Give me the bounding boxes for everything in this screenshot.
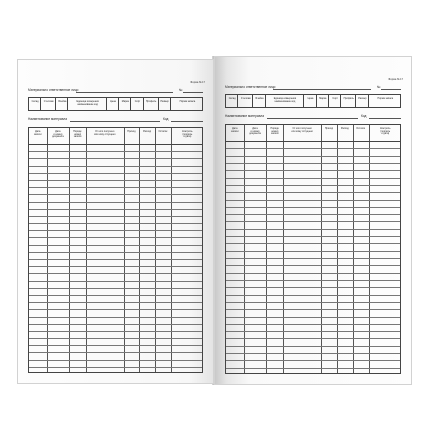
- table-row[interactable]: [226, 324, 400, 325]
- journal-header-separator: [226, 141, 400, 142]
- table-row[interactable]: [29, 245, 202, 246]
- responsible-person-line[interactable]: [273, 89, 371, 90]
- table-row[interactable]: [29, 209, 202, 210]
- header-cell-label: Ячейка: [255, 97, 264, 100]
- code-label: Код: [163, 117, 169, 121]
- header-cell-label: Норма запаса: [179, 100, 196, 103]
- table-row[interactable]: [29, 367, 202, 368]
- code-label: Код: [361, 114, 367, 118]
- header-cell-label: Цена: [110, 100, 116, 103]
- form-number: Форма М-17: [190, 81, 205, 84]
- journal-column-header: Остаток: [356, 127, 366, 130]
- item-header-table: [225, 94, 401, 108]
- item-header-table: [28, 97, 203, 111]
- table-row[interactable]: [226, 353, 400, 354]
- code-line[interactable]: [369, 118, 401, 119]
- journal-column-header: Расход: [143, 130, 152, 133]
- table-row[interactable]: [29, 360, 202, 361]
- table-row[interactable]: [226, 258, 400, 259]
- table-row[interactable]: [226, 346, 400, 347]
- material-name-label: Наименование материала: [225, 114, 265, 118]
- table-row[interactable]: [226, 302, 400, 303]
- header-cell-label: Марка: [319, 97, 327, 100]
- table-row[interactable]: [226, 148, 400, 149]
- table-row[interactable]: [29, 180, 202, 181]
- journal-header-separator: [29, 144, 202, 145]
- table-row[interactable]: [226, 317, 400, 318]
- header-cell-label: Единица измерения наименование код: [76, 100, 99, 106]
- form-number: Форма М-17: [388, 78, 403, 81]
- table-row[interactable]: [29, 324, 202, 325]
- journal-column-header: Дата записи: [231, 127, 239, 133]
- header-cell-label: Сорт: [134, 100, 141, 103]
- number-mark: №: [377, 85, 381, 89]
- table-row[interactable]: [226, 287, 400, 288]
- table-row[interactable]: [29, 345, 202, 346]
- table-row[interactable]: [226, 178, 400, 179]
- code-line[interactable]: [171, 121, 203, 122]
- table-row[interactable]: [226, 368, 400, 369]
- table-row[interactable]: [226, 309, 400, 310]
- header-cell-label: Размер: [358, 97, 367, 100]
- table-row[interactable]: [29, 273, 202, 274]
- journal-column-header: Приход: [324, 127, 334, 130]
- header-cell-label: Стеллаж: [240, 97, 251, 100]
- table-row[interactable]: [29, 166, 202, 167]
- table-row[interactable]: [226, 170, 400, 171]
- responsible-person-label: Материально ответственное лицо: [225, 85, 276, 89]
- journal-column-header: Расход: [340, 127, 349, 130]
- table-row[interactable]: [226, 221, 400, 222]
- material-name-line[interactable]: [70, 121, 160, 122]
- header-cell-label: Марка: [121, 100, 129, 103]
- table-row[interactable]: [29, 302, 202, 303]
- table-row[interactable]: [226, 265, 400, 266]
- journal-column-header: Приход: [127, 130, 136, 133]
- header-cell-label: Склад: [31, 100, 39, 103]
- card-number-line[interactable]: [183, 92, 203, 93]
- left-page: [17, 59, 214, 384]
- table-row[interactable]: [29, 187, 202, 188]
- table-row[interactable]: [29, 252, 202, 253]
- table-row[interactable]: [226, 229, 400, 230]
- table-row[interactable]: [226, 331, 400, 332]
- table-row[interactable]: [226, 280, 400, 281]
- journal-column-header: Порядк. номер записи: [270, 127, 280, 136]
- table-row[interactable]: [29, 317, 202, 318]
- table-row[interactable]: [226, 207, 400, 208]
- journal-table: [225, 124, 401, 374]
- journal-column-header: Дата и номер документа: [52, 130, 64, 139]
- header-cell-label: Профиль: [343, 97, 354, 100]
- table-row[interactable]: [226, 295, 400, 296]
- table-row[interactable]: [29, 223, 202, 224]
- journal-column-header: От кого получено или кому отпущено: [291, 127, 313, 133]
- table-row[interactable]: [29, 202, 202, 203]
- table-row[interactable]: [29, 173, 202, 174]
- table-row[interactable]: [29, 194, 202, 195]
- table-row[interactable]: [226, 185, 400, 186]
- table-row[interactable]: [226, 192, 400, 193]
- table-row[interactable]: [226, 273, 400, 274]
- table-row[interactable]: [29, 331, 202, 332]
- number-mark: №: [179, 88, 183, 92]
- header-cell-label: Сорт: [332, 97, 338, 100]
- journal-column-header: Контроль (подпись и дата): [380, 127, 391, 136]
- journal-column-header: От кого получено или кому отпущено: [93, 130, 116, 136]
- table-row[interactable]: [226, 251, 400, 252]
- header-cell-label: Единица измерения наименование код: [273, 97, 297, 103]
- table-row[interactable]: [29, 158, 202, 159]
- table-row[interactable]: [29, 151, 202, 152]
- table-row[interactable]: [29, 266, 202, 267]
- header-cell-label: Норма запаса: [377, 97, 394, 100]
- table-row[interactable]: [29, 309, 202, 310]
- table-row[interactable]: [226, 360, 400, 361]
- table-row[interactable]: [226, 163, 400, 164]
- table-row[interactable]: [29, 230, 202, 231]
- journal-column-header: Остаток: [158, 130, 168, 133]
- table-row[interactable]: [29, 237, 202, 238]
- header-cell-label: Ячейка: [58, 100, 67, 103]
- journal-column-header: Порядк. номер записи: [73, 130, 82, 139]
- material-name-label: Наименование материала: [28, 117, 68, 121]
- header-cell-label: Склад: [228, 97, 236, 100]
- material-name-line[interactable]: [267, 118, 358, 119]
- table-row[interactable]: [226, 200, 400, 201]
- table-row[interactable]: [29, 352, 202, 353]
- table-row[interactable]: [226, 338, 400, 339]
- journal-column-header: Контроль (подпись и дата): [182, 130, 193, 139]
- table-row[interactable]: [226, 236, 400, 237]
- table-row[interactable]: [226, 214, 400, 215]
- journal-table: [28, 127, 203, 373]
- table-row[interactable]: [226, 243, 400, 244]
- journal-column-header: Дата записи: [33, 130, 42, 136]
- table-row[interactable]: [29, 259, 202, 260]
- journal-column-header: Дата и номер документа: [249, 127, 261, 136]
- header-cell-label: Стеллаж: [43, 100, 54, 103]
- card-number-line[interactable]: [381, 89, 401, 90]
- table-row[interactable]: [29, 281, 202, 282]
- responsible-person-line[interactable]: [76, 92, 173, 93]
- table-row[interactable]: [29, 338, 202, 339]
- header-cell-label: Цена: [307, 97, 314, 100]
- table-row[interactable]: [226, 156, 400, 157]
- header-cell-label: Профиль: [145, 100, 157, 103]
- responsible-person-label: Материально ответственное лицо: [28, 88, 79, 92]
- right-page: [214, 56, 412, 385]
- header-cell-label: Размер: [160, 100, 169, 103]
- table-row[interactable]: [29, 216, 202, 217]
- table-row[interactable]: [29, 295, 202, 296]
- table-row[interactable]: [29, 288, 202, 289]
